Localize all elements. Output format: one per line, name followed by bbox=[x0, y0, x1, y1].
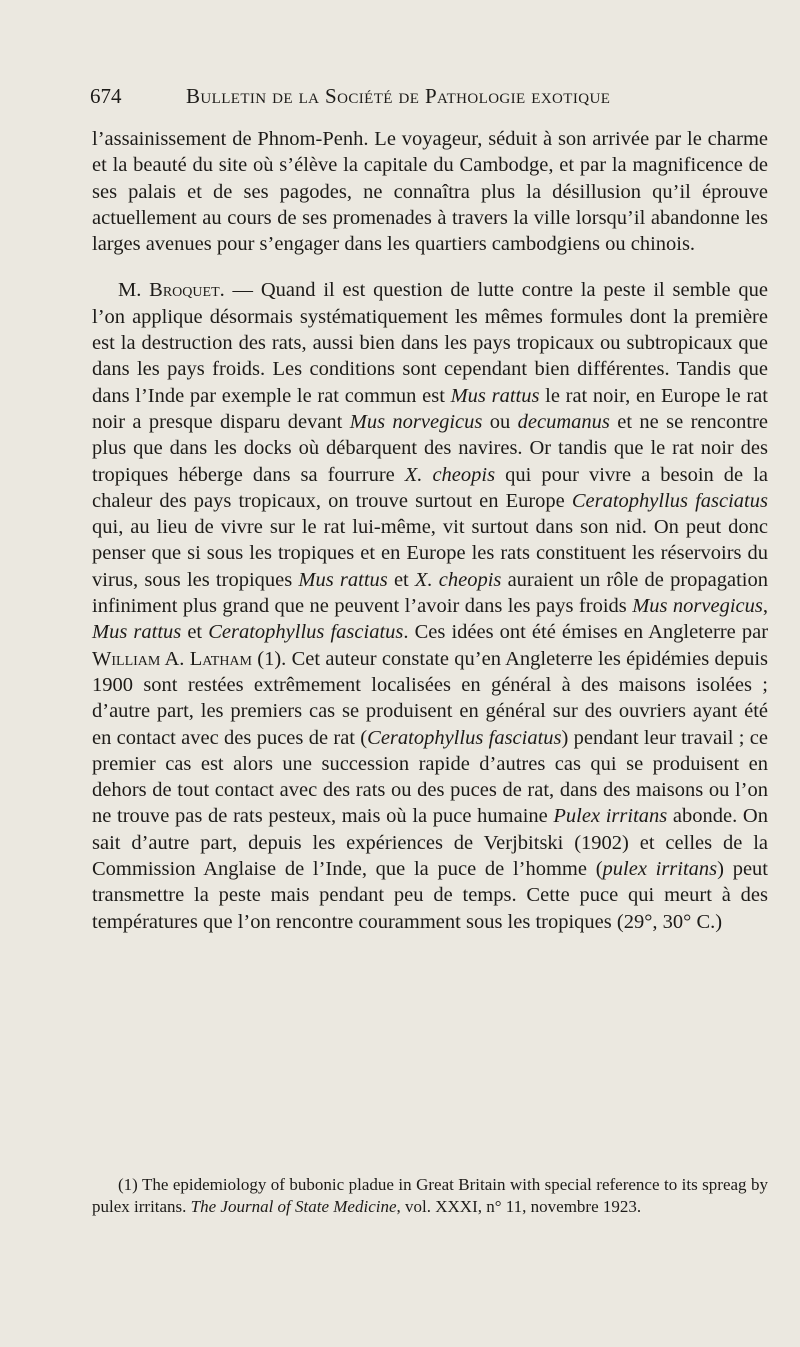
page-header bbox=[90, 84, 770, 114]
text-run: et ne se rencontre plus que dans les docks où débarquent des navires. Or tandis que le rat noir des tropiques héberge dans sa fourrure bbox=[92, 410, 768, 486]
author-name: William A. Latham bbox=[92, 647, 252, 670]
species-name: Mus norvegicus bbox=[632, 595, 763, 618]
text-run: et bbox=[387, 568, 415, 591]
footnote bbox=[92, 1174, 768, 1217]
paragraph-1: l’assainissement de Phnom-Penh. Le voyageur, séduit à son arrivée par le charme et la beauté du site où s’élève la capitale du Cambodge, et par la magnificence de ses palais et de ses pagodes, ne connaîtra plus la désillusion qu’il éprouve actuellement au cours de ses promenades à travers la ville lorsqu’il abandonne les larges avenues pour s’engager dans les quartiers cambodgiens ou chinois. bbox=[92, 128, 768, 256]
species-name: Mus rattus bbox=[298, 568, 388, 591]
text-run: . — Quand il est question de lutte contre la peste il semble que l’on applique désormais systématiquement les mêmes formules dont la première est la destruction des rats, aussi bien dans les pays tropicaux ou subtropicaux que dans les pays froids. Les conditions sont cependant bien différentes. Tandis que dans l’Inde par exemple le rat commun est bbox=[92, 279, 769, 407]
text-run: qui pour vivre a besoin de la chaleur des pays tropicaux, on trouve surtout en Europe bbox=[92, 463, 768, 512]
text-run: , bbox=[762, 595, 768, 618]
footnote-text: (1) The epidemiology of bubonic pladue in Great Britain with special reference to its spreag by pulex irritans. bbox=[92, 1175, 768, 1216]
species-name: Ceratophyllus fasciatus bbox=[208, 621, 404, 644]
text-run: . Ces idées ont été émises en Angleterre par bbox=[403, 621, 769, 644]
species-name: X. cheopis bbox=[414, 568, 502, 591]
paragraph-2 bbox=[92, 277, 768, 934]
text-run: le rat noir, en Europe le rat noir a presque disparu devant bbox=[92, 384, 768, 433]
species-name: Mus rattus bbox=[450, 384, 540, 407]
species-name: Mus rattus bbox=[92, 621, 182, 644]
text-run: ou bbox=[482, 410, 518, 433]
footnote-text: , vol. XXXI, n° 11, novembre 1923. bbox=[396, 1196, 642, 1216]
journal-title: The Journal of State Medicine bbox=[190, 1196, 397, 1216]
species-name: Ceratophyllus fasciatus bbox=[367, 726, 562, 749]
species-name: pulex irritans bbox=[602, 858, 718, 881]
text-run: et bbox=[181, 621, 209, 644]
page-number: 674 bbox=[90, 84, 122, 108]
species-name: decumanus bbox=[517, 410, 610, 433]
species-name: Mus norvegicus bbox=[349, 410, 483, 433]
running-title: Bulletin de la Société de Pathologie exotique bbox=[186, 84, 611, 108]
text-run: ) peut transmettre la peste mais pendant peu de temps. Cette puce qui meurt à des températures que l’on rencontre couramment sous les tropiques (29°, 30° C.) bbox=[92, 858, 769, 933]
speaker-name: Broquet bbox=[149, 279, 220, 302]
text-run: (1). Cet auteur constate qu’en Angleterre les épidémies depuis 1900 sont restées extrêmement localisées en général à des maisons isolées ; d’autre part, les premiers cas se produisent en général sur des ouvriers ayant été en contact avec des puces de rat ( bbox=[92, 647, 768, 749]
body-text bbox=[92, 126, 768, 935]
text-run: qui, au lieu de vivre sur le rat lui-même, vit surtout dans son nid. On peut donc penser que si sous les tropiques et en Europe les rats constituent les réservoirs du virus, sous les tropiques bbox=[92, 516, 768, 591]
species-name: X. cheopis bbox=[404, 463, 496, 486]
species-name: Ceratophyllus fasciatus bbox=[571, 489, 768, 512]
species-name: Pulex irritans bbox=[553, 805, 668, 828]
speaker-prefix: M. bbox=[118, 279, 142, 302]
text-run: auraient un rôle de propagation infiniment plus grand que ne peuvent l’avoir dans les pays froids bbox=[92, 568, 768, 618]
text-run: ) pendant leur travail ; ce premier cas est alors une succession rapide d’autres cas qui se produisent en dehors de tout contact avec des rats ou des puces de rat, dans des maisons ou l’on ne trouve pas de rats pesteux, mais où la puce humaine bbox=[92, 726, 768, 828]
text-run: abonde. On sait d’autre part, depuis les expériences de Verjbitski (1902) et celles de la Commission Anglaise de l’Inde, que la puce de l’homme ( bbox=[92, 805, 768, 881]
paragraph-spacer bbox=[92, 257, 768, 277]
